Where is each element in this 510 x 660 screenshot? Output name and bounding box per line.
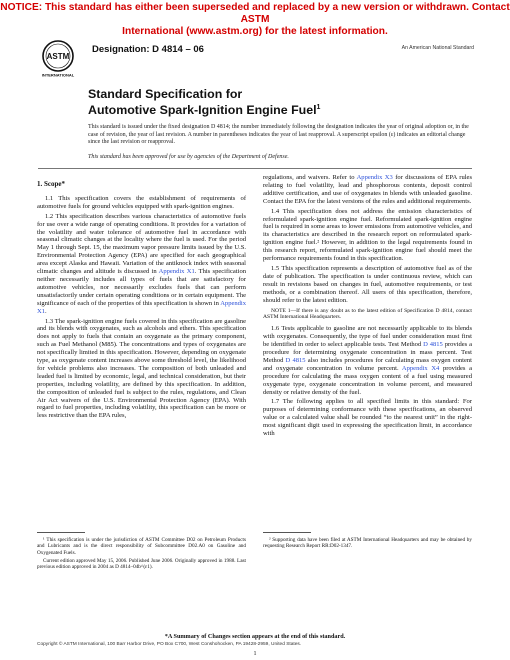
designation: Designation: D 4814 – 06 xyxy=(92,44,204,55)
title-line-2-text: Automotive Spark-Ignition Engine Fuel xyxy=(88,103,317,118)
paragraph-1-7: 1.7 The following applies to all specified limits in this standard: For purposes of determining conformance with these specifications, an observed value or a calculated value shall be rounded “to the nearest unit” in the right-most significant digit used in expressing the specification limit, in accordance with xyxy=(263,398,472,438)
appendix-x3-link[interactable]: Appendix X3 xyxy=(356,174,393,181)
footnote-1: ¹ This specification is under the jurisdiction of ASTM Committee D02 on Petroleum Products and Lubricants and is the direct responsibility of Subcommittee D02.A0 on Gasoline and Oxygenated Fuels. xyxy=(37,537,246,556)
logo-text: ASTM xyxy=(46,52,70,61)
defense-note: This standard has been approved for use by agencies of the Department of Defense. xyxy=(88,154,289,160)
document-title xyxy=(88,87,408,117)
p1-6-text-a: 1.6 Tests applicable to gasoline are not necessarily applicable to its blends with oxygenates. Consequently, the type of fuel under consideration must first be identified in order to select applicable tests. Test Method xyxy=(263,325,472,349)
footnote-divider-right xyxy=(263,532,311,533)
footnotes-right xyxy=(263,532,472,552)
d4815-link[interactable]: D 4815 xyxy=(423,341,443,349)
appendix-x1-link-2[interactable]: Appendix X1 xyxy=(37,299,247,315)
fixed-designation-note: This standard is issued under the fixed designation D 4814; the number immediately following the designation indicates the year of original adoption or, in the case of revision, the year of last revision. A number in parentheses indicates the year of last reapproval. A superscript epsilon (ε) indicates an editorial change since the last revision or reapproval. xyxy=(88,124,469,146)
p1-6-text-d: provides a procedure for calculating the mass oxygen content of a fuel using measured oxygenate type, oxygenate concentration in volume percent, and measured density or relative density of the fuel. xyxy=(263,364,472,396)
copyright-line: Copyright © ASTM International, 100 Barr Harbor Drive, PO Box C700, West Conshohocken, PA 19428-2959, United States. xyxy=(37,642,302,647)
title-line-1: Standard Specification for xyxy=(88,87,243,101)
d4815-link-2[interactable]: D 4815 xyxy=(285,356,306,364)
american-national-standard-label: An American National Standard xyxy=(401,45,474,51)
title-footnote-mark: 1 xyxy=(316,104,321,111)
paragraph-1-3-continued xyxy=(263,174,472,206)
page-number: 1 xyxy=(253,651,257,657)
p1-3-cont-b: for discussions of EPA rules relating to fuel volatility, lead and phosphorous contents, deposit control additive certification, and use of oxygenates in blends with unleaded gasoline. Contact the EPA for the latest versions of the rules and additional requirements. xyxy=(263,174,472,205)
astm-logo-icon xyxy=(38,38,78,78)
appendix-x1-link[interactable]: Appendix X1 xyxy=(158,268,195,276)
p1-2-text-b: . This specification neither necessarily includes all types of fuels that are satisfactory for automotive vehicles, nor necessarily excludes fuels that can perform unsatisfactorily under certain operating conditions or in certain equipment. The significance of each of the properties of this specification is shown in xyxy=(37,268,246,307)
paragraph-1-4: 1.4 This specification does not address the emission characteristics of reformulated spark-ignition engine fuel. Reformulated spark-ignition engine fuel is required in some areas to lower emissions from automotive vehicles, and its characteristics are described in the research report on reformulated spark-ignition engine fuel.² However, in addition to the legal requirements found in this research report, reformulated spark-ignition engine fuel should meet the performance requirements found in this specification. xyxy=(263,207,472,263)
paragraph-1-6 xyxy=(263,325,472,396)
p1-3-cont-a: regulations, and waivers. Refer to xyxy=(263,174,355,181)
left-column xyxy=(37,174,246,422)
section-heading-scope: 1. Scope* xyxy=(37,180,65,188)
p1-6-text-c: also includes procedures for calculating mass oxygen content and oxygenate concentration in volume percent. xyxy=(263,356,472,372)
appendix-x4-link[interactable]: Appendix X4 xyxy=(401,364,440,372)
right-column xyxy=(263,174,472,440)
title-line-2 xyxy=(88,101,408,117)
paragraph-1-1: 1.1 This specification covers the establishment of requirements of automotive fuels for ground vehicles equipped with spark-ignition engines. xyxy=(37,194,246,210)
footnote-1-edition: Current edition approved May 15, 2006. Published June 2006. Originally approved in 1988. Last previous edition approved in 2004 as D 4814–04b^(ε1). xyxy=(37,557,246,571)
summary-of-changes-line: *A Summary of Changes section appears at the end of this standard. xyxy=(164,633,346,640)
p1-6-text-b: provides a procedure for determining oxygenate concentration in mass percent. Test Method xyxy=(263,341,473,364)
notice-line-1: NOTICE: This standard has either been superseded and replaced by a new version or withdrawn. Contact ASTM xyxy=(0,2,510,25)
withdrawn-notice-banner xyxy=(0,2,510,38)
notice-line-2: International (www.astm.org) for the latest information. xyxy=(122,26,388,37)
header-divider xyxy=(38,168,472,169)
logo-subtext: INTERNATIONAL xyxy=(41,72,75,78)
paragraph-1-5: 1.5 This specification represents a description of automotive fuel as of the date of publication. The specification is under continuous review, which can result in revisions based on changes in fuel, automotive requirements, or test methods, or a combination thereof. All users of this specification, therefore, should refer to the latest edition. xyxy=(263,264,472,304)
footnote-divider xyxy=(37,532,85,533)
footnotes-left xyxy=(37,532,246,572)
note-1: NOTE 1—If there is any doubt as to the latest edition of Specification D 4814, contact ASTM International Headquarters. xyxy=(263,307,472,321)
paragraph-1-3: 1.3 The spark-ignition engine fuels covered in this specification are gasoline and its blends with oxygenates, such as alcohols and ethers. This specification does not apply to fuels that contain an oxygenate as the primary component, such as Fuel Methanol (M85). The concentrations and types of oxygenates are not specifically limited in this specification. However, depending on oxygenate type, as oxygenate content increases above some threshold level, the likelihood for vehicle problems also increases. The composition of both unleaded and leaded fuel is limited by economic, legal, and technical consideration, but their properties, including volatility, are defined by this specification. In addition, the composition of unleaded fuel is subject to the rules, regulations, and Clean Air Act waivers of the U.S. Environmental Protection Agency (EPA). With regard to fuel properties, including volatility, this specification can be more or less restrictive than the EPA rules, xyxy=(37,317,246,420)
paragraph-1-2 xyxy=(37,213,246,316)
footnote-2: ² Supporting data have been filed at ASTM International Headquarters and may be obtained by requesting Research Report RR:D02-1347. xyxy=(263,537,472,550)
p1-2-text-a: 1.2 This specification describes various characteristics of automotive fuels for use over a wide range of operating conditions. It provides for a variation of the volatility and water tolerance of automotive fuel in accordance with seasonal climatic changes at the locality where the fuel is used. For the period May 1 through Sept. 15, the maximum vapor pressure limits issued by the U.S. Environmental Protection Agency (EPA) are specified for each geographical area except Alaska and Hawaii. Variation of the antiknock index with seasonal climatic changes and altitude is discussed in xyxy=(37,212,246,276)
p1-2-text-c: . xyxy=(45,307,47,315)
